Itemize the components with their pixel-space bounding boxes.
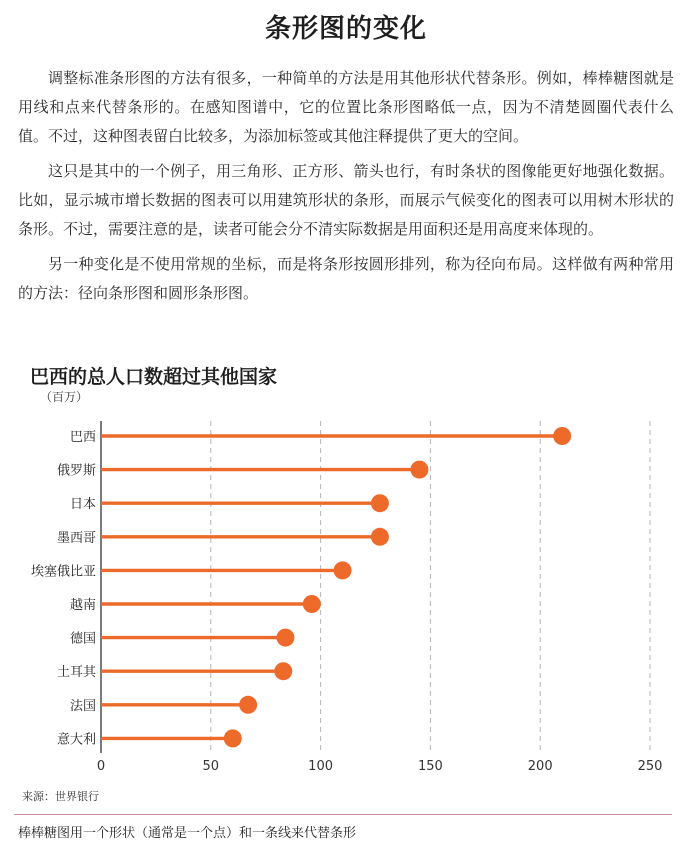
category-label: 埃塞俄比亚 <box>30 564 96 580</box>
lollipop-dot <box>553 427 571 445</box>
page-title: 条形图的变化 <box>264 14 427 44</box>
paragraph-1: 调整标准条形图的方法有很多，一种简单的方法是用其他形状代替条形。例如，棒棒糖图就是用线和点来代替条形的。在感知图谱中，它的位置比条形图略低一点，因为不清楚圆圈代表什么值。不过，这种图表留白比较多，为添加标签或其他注释提供了更大的空间。 <box>18 69 674 145</box>
category-label: 意大利 <box>56 732 96 748</box>
figure-caption: 棒棒糖图用一个形状（通常是一个点）和一条线来代替条形 <box>18 826 357 841</box>
x-tick-label: 200 <box>527 759 553 774</box>
category-label: 德国 <box>69 631 96 647</box>
lollipop-dot <box>371 494 389 512</box>
category-label: 俄罗斯 <box>56 463 96 479</box>
chart-unit-label: （百万） <box>40 390 89 404</box>
x-tick-label: 0 <box>96 759 106 774</box>
lollipop-dot <box>334 561 352 579</box>
source-note: 来源：世界银行 <box>22 790 99 803</box>
x-tick-label: 50 <box>202 759 220 774</box>
x-tick-label: 150 <box>417 759 443 774</box>
category-label: 巴西 <box>69 430 96 445</box>
caption-divider <box>14 814 672 815</box>
x-tick-label: 100 <box>308 759 334 774</box>
lollipop-dot <box>276 629 294 647</box>
category-label: 墨西哥 <box>56 530 96 546</box>
paragraph-2: 这只是其中的一个例子，用三角形、正方形、箭头也行，有时条状的图像能更好地强化数据。比如，显示城市增长数据的图表可以用建筑形状的条形，而展示气候变化的图表可以用树木形状的条形。不过，需要注意的是，读者可能会分不清实际数据是用面积还是用高度来体现的。 <box>18 162 674 238</box>
category-label: 日本 <box>69 497 96 513</box>
lollipop-dot <box>410 461 428 479</box>
category-label: 越南 <box>69 598 96 613</box>
lollipop-dot <box>274 662 292 680</box>
category-label: 土耳其 <box>56 665 96 681</box>
category-label: 法国 <box>69 698 96 714</box>
paragraph-3: 另一种变化是不使用常规的坐标，而是将条形按圆形排列，称为径向布局。这样做有两种常用的方法：径向条形图和圆形条形图。 <box>18 255 674 302</box>
lollipop-dot <box>239 696 257 714</box>
chart-title: 巴西的总人口数超过其他国家 <box>30 366 278 388</box>
lollipop-dot <box>224 729 242 747</box>
lollipop-dot <box>303 595 321 613</box>
x-tick-label: 250 <box>637 759 663 774</box>
lollipop-dot <box>371 528 389 546</box>
